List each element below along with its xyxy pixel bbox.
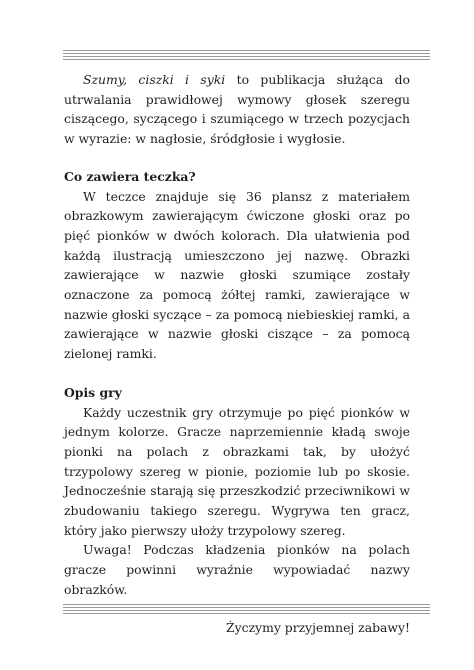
section-contents [64, 167, 410, 364]
game-rules-paragraph: Każdy uczestnik gry otrzymuje po pięć pionków w jednym kolorze. Gracze naprzemiennie kładą swoje pionki na polach z obrazkami tak, by ułożyć trzypolowy szereg w pionie, poziomie lub po skosie. Jednocześnie starają się przeszkodzić przeciwnikowi w zbudowaniu takiego szeregu. Wygrywa ten gracz, który jako pierwszy ułoży trzypolowy szereg. [64, 404, 410, 538]
contents-paragraph: W teczce znajduje się 36 plansz z materiałem obrazkowym zawierającym ćwiczone głoski oraz po pięć pionków w dwóch kolorach. Dla ułatwienia pod każdą ilustracją umieszczono jej nazwę. Obrazki zawierające w nazwie głoski szumiące zostały oznaczone za pomocą żółtej ramki, zawierające w nazwie głoski syczące – za pomocą niebieskiej ramki, a zawierające w nazwie głoski ciszące – za pomocą zielonej ramki. [64, 188, 410, 362]
section-heading-game: Opis gry [64, 384, 122, 400]
bottom-decorative-rule [63, 604, 430, 616]
page-content [64, 70, 410, 656]
section-heading-contents: Co zawiera teczka? [64, 168, 196, 184]
intro-paragraph [64, 70, 410, 149]
publication-title: Szumy, ciszki i syki [83, 72, 226, 87]
top-decorative-rule [63, 50, 430, 62]
intro-text: to publikacja służąca do utrwalania prawidłowej wymowy głosek szeregu ciszącego, syczącego i szumiącego w trzech pozycjach w wyrazie: w nagłosie, śródgłosie i wygłosie. [64, 72, 410, 147]
section-game-description [64, 383, 410, 637]
game-note-paragraph: Uwaga! Podczas kładzenia pionków na polach gracze powinni wyraźnie wypowiadać nazwy obrazków. [64, 542, 410, 597]
closing-wish: Życzymy przyjemnej zabawy! [226, 619, 410, 635]
